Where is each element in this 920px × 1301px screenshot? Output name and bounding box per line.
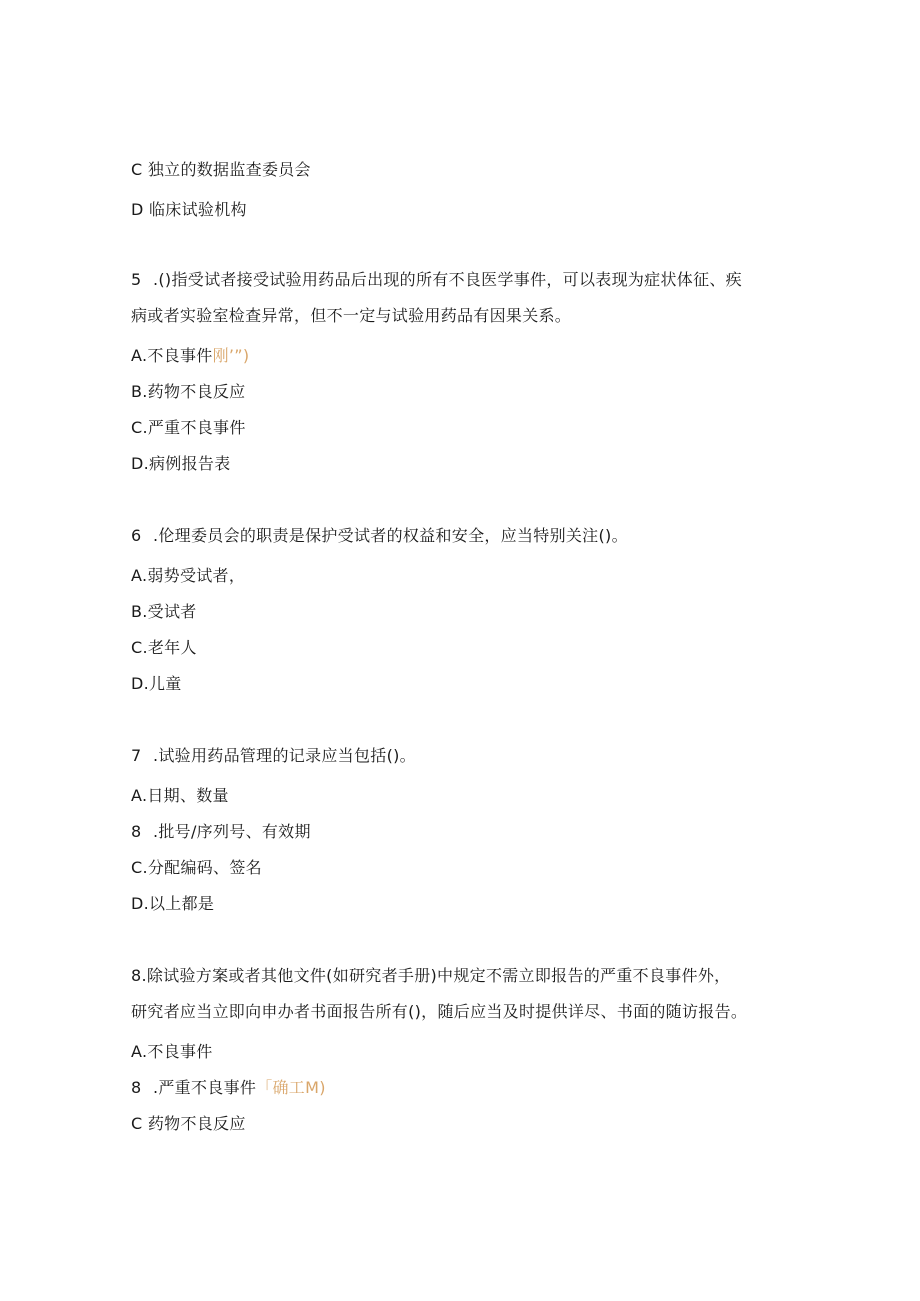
option-text: A.弱势受试者，	[131, 566, 246, 585]
question-5-option-d	[131, 454, 231, 474]
question-8-line-2	[131, 1002, 747, 1022]
option-c-line	[131, 160, 311, 180]
question-5-line-2	[131, 306, 571, 326]
question-6-option-b	[131, 602, 197, 622]
option-text: D.病例报告表	[131, 454, 231, 473]
option-text: C 药物不良反应	[131, 1114, 246, 1133]
option-text: C.老年人	[131, 638, 197, 657]
question-number: 7	[131, 746, 142, 765]
question-7-option-c	[131, 858, 262, 878]
option-text: B.药物不良反应	[131, 382, 246, 401]
option-text: D 临床试验机构	[131, 200, 247, 219]
question-text: 病或者实验室检查异常，但不一定与试验用药品有因果关系。	[131, 306, 572, 325]
option-text: D.以上都是	[131, 894, 215, 913]
question-text: .伦理委员会的职责是保护受试者的权益和安全，应当特别关注()。	[153, 526, 628, 545]
option-d-line	[131, 200, 247, 220]
question-8-option-a	[131, 1042, 213, 1062]
question-text: 研究者应当立即向申办者书面报告所有()，随后应当及时提供详尽、书面的随访报告。	[131, 1002, 748, 1021]
question-6-option-c	[131, 638, 197, 658]
option-text: .严重不良事件	[153, 1078, 257, 1097]
question-8-option-c	[131, 1114, 246, 1134]
question-text: 8.除试验方案或者其他文件(如研究者手册)中规定不需立即报告的严重不良事件外，	[131, 966, 731, 985]
option-text: C.分配编码、签名	[131, 858, 262, 877]
option-text: A.不良事件	[131, 346, 213, 365]
option-text: C 独立的数据监查委员会	[131, 160, 311, 179]
question-7-option-b	[131, 822, 311, 842]
question-7-option-d	[131, 894, 214, 914]
question-number: 6	[131, 526, 142, 545]
question-5-option-a	[131, 346, 249, 366]
question-7-option-a	[131, 786, 229, 806]
question-7-line	[131, 746, 416, 766]
question-text: .试验用药品管理的记录应当包括()。	[153, 746, 416, 765]
question-5-option-b	[131, 382, 245, 402]
option-text: D.儿童	[131, 674, 182, 693]
option-number: 8	[131, 1078, 142, 1097]
option-text: C.严重不良事件	[131, 418, 246, 437]
question-text: .()指受试者接受试验用药品后出现的所有不良医学事件，可以表现为症状体征、疾	[153, 270, 742, 289]
option-text: A.不良事件	[131, 1042, 213, 1061]
option-number: 8	[131, 822, 142, 841]
question-8-line-1	[131, 966, 730, 986]
option-text: .批号/序列号、有效期	[153, 822, 311, 841]
handwritten-annotation: 刚’”)	[212, 346, 250, 365]
handwritten-annotation: 「确工M)	[256, 1078, 326, 1097]
question-6-option-a	[131, 566, 245, 586]
question-6-option-d	[131, 674, 182, 694]
question-number: 5	[131, 270, 142, 289]
question-5-line-1	[131, 270, 742, 290]
option-text: B.受试者	[131, 602, 197, 621]
question-5-option-c	[131, 418, 246, 438]
question-6-line	[131, 526, 628, 546]
question-8-option-b	[131, 1078, 326, 1098]
option-text: A.日期、数量	[131, 786, 229, 805]
